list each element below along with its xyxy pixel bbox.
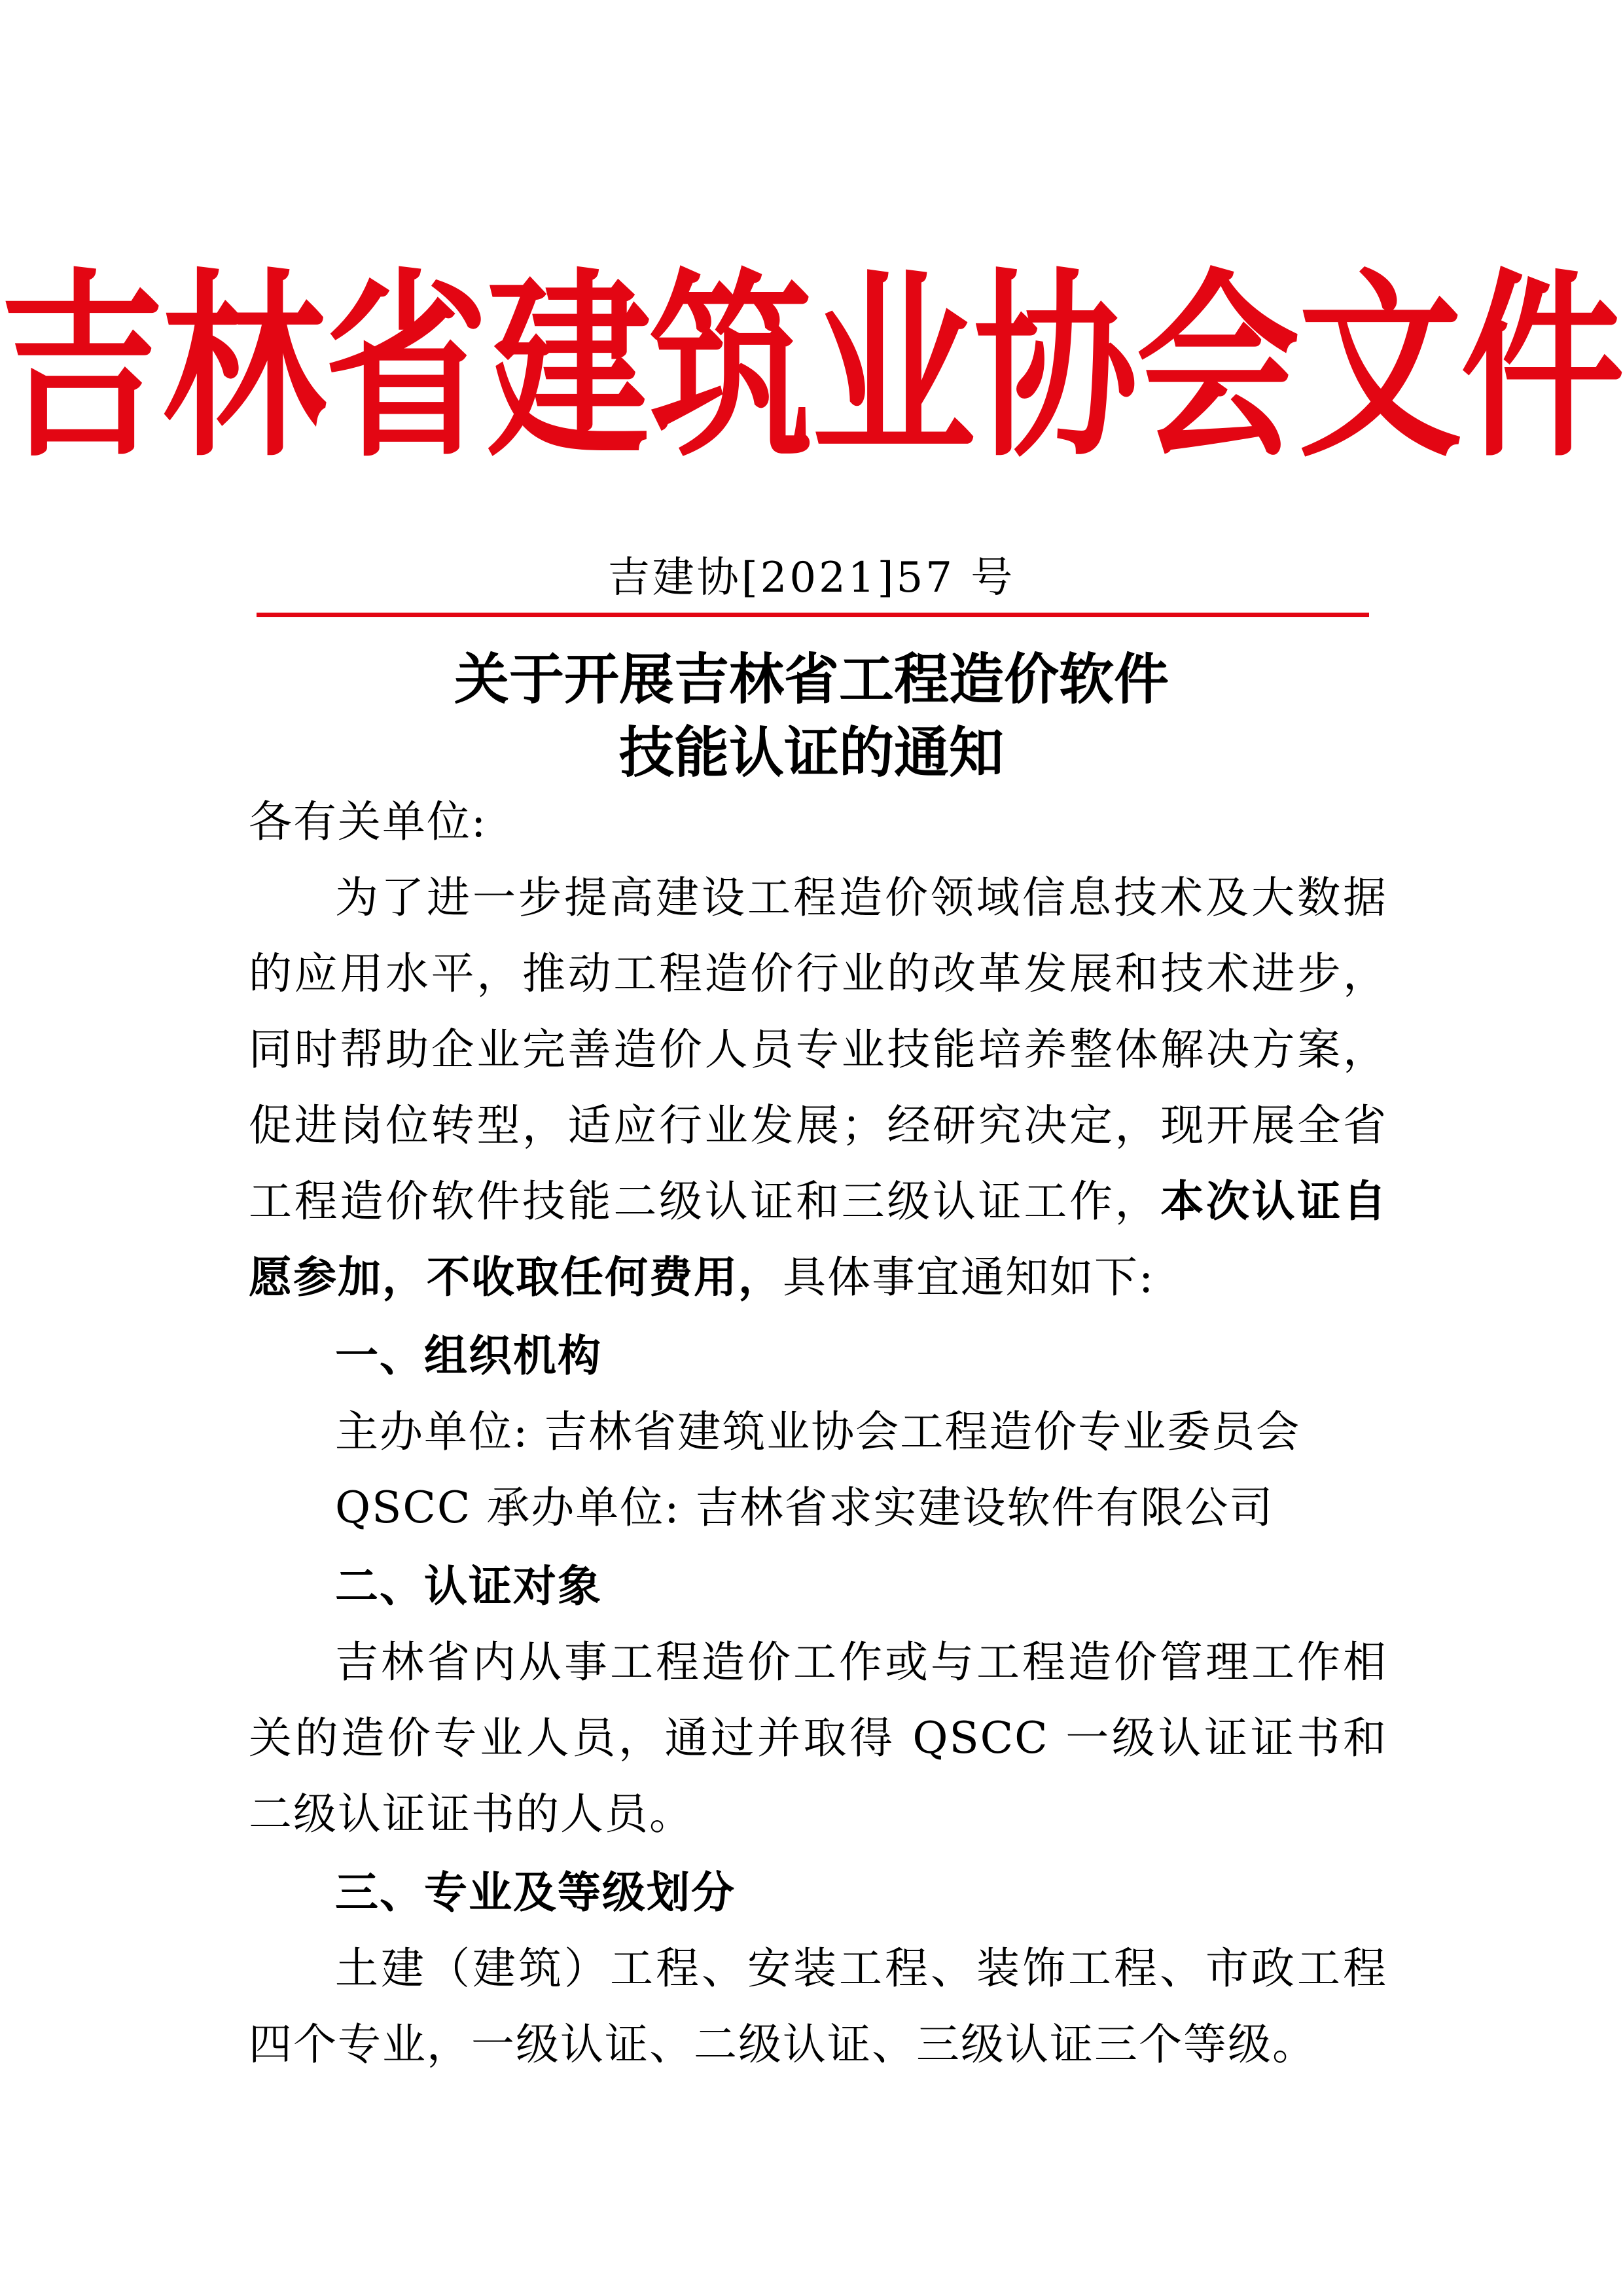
notice-title-line-1: 关于开展吉林省工程造价软件 <box>454 647 1169 711</box>
section-heading-target: 二、认证对象 <box>335 1561 602 1611</box>
document-number: 吉建协[2021]57 号 <box>607 554 1016 602</box>
levels-paragraph: 土建（建筑）工程、安装工程、装饰工程、市政工程四个专业，一级认证、二级认证、三级认证三个等级。 <box>249 1943 1387 2070</box>
masthead-title: 吉林省建筑业协会文件 <box>0 251 1623 484</box>
intro-paragraph <box>249 860 1387 1316</box>
notice-title-line-2: 技能认证的通知 <box>618 721 1004 785</box>
notice-body <box>249 784 1387 2083</box>
co-organizer-line: QSCC 承办单位: 吉林省求实建设软件有限公司 <box>335 1482 1274 1533</box>
target-paragraph: 吉林省内从事工程造价工作或与工程造价管理工作相关的造价专业人员，通过并取得 QSCC 一级认证证书和二级认证证书的人员。 <box>249 1637 1387 1839</box>
red-divider-line <box>257 613 1369 617</box>
section-heading-organization: 一、组织机构 <box>335 1331 602 1381</box>
intro-text: 为了进一步提高建设工程造价领域信息技术及大数据的应用水平，推动工程造价行业的改革发展和技术进步，同时帮助企业完善造价人员专业技能培养整体解决方案，促进岗位转型，适应行业发展；经研究决定，现开展全省工程造价软件技能二级认证和三级认证工作， <box>249 872 1387 1227</box>
notice-title <box>0 643 1623 789</box>
salutation: 各有关单位: <box>249 797 488 847</box>
organizer-line: 主办单位: 吉林省建筑业协会工程造价专业委员会 <box>335 1407 1301 1457</box>
intro-tail-text: 具体事宜通知如下: <box>783 1252 1155 1302</box>
section-heading-levels: 三、专业及等级划分 <box>335 1867 736 1918</box>
intro-bold-text: 本次认证自愿参加，不收取任何费用， <box>249 1176 1388 1302</box>
